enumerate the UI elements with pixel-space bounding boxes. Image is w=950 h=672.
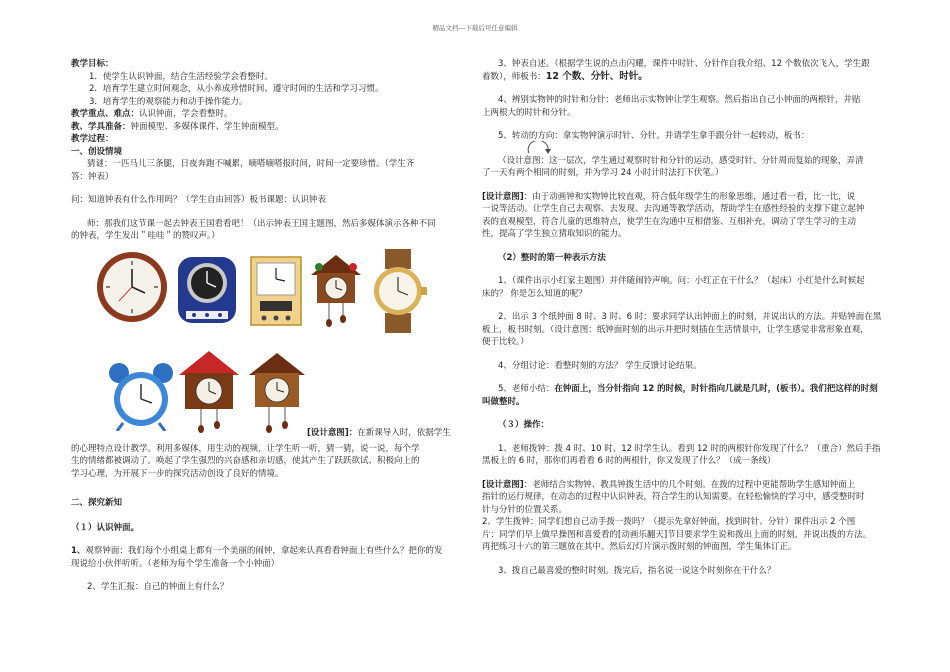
goals-title: 教学目标：: [71, 59, 114, 69]
goal-item-3: 3．培育学生的观察能力和动手操作能力。: [89, 96, 248, 107]
s3-p2-line-2: 片：同学们早上做早操图和喜爱看的[动画乐翻天]节目要求学生说和拨出上面的时刻，并说出拨的方法。: [482, 529, 872, 540]
s2-p1-line-2: 床的？ 你是怎么知道的呢？: [482, 288, 587, 299]
tools-label: 教、学具准备：: [71, 121, 131, 132]
riddle-line-1: 猜谜：一匹马儿三条腿，日夜奔跑不喊累，嘀嗒嘀嗒报时间，时间一定要珍惜。（学生齐: [87, 159, 415, 169]
p3-line-2: [482, 71, 900, 84]
report-line: 2、学生汇报：自己的钟面上有什么？: [87, 582, 229, 592]
blue-desk-clock-image: [174, 249, 240, 331]
design3-line-2: 指针的运行规律，在动态的过程中认识钟表，符合学生的认知需要。在轻松愉快的学习中，感受整时时: [482, 492, 865, 502]
frame-clock-image: [248, 255, 304, 329]
design3-text-1: ：老师结合实物钟、教具钟拨生活中的几个时刻。在拨的过程中更能帮助学生感知钟面上: [523, 479, 856, 490]
design2-line-4: 性，提高了学生独立猜取知识的能力。: [482, 229, 627, 239]
subsection2-title: （2）整时的第一种表示方法: [498, 252, 606, 263]
design3-label: [设计意图]: [482, 479, 524, 490]
design2-line-3: 表的直观模型，符合儿童的思维特点，使学生在沟通中互相借鉴、互相补充，调动了学生学习的主动: [482, 216, 857, 227]
design-note-line-3: 生的情绪都被调动了。唤起了学生强烈的兴奋感和亲切感，使其产生了跃跃欲试、积极向上的: [71, 456, 420, 466]
section2-title: 二、探究新知: [71, 498, 123, 508]
observe-text-1: 观察钟面：我们每个小组桌上都有一个美丽的闹钟，拿起来认真看看钟面上有些什么？把你的发: [85, 546, 443, 556]
subsection3-title: （３）操作：: [498, 420, 550, 430]
wristwatch-image: [371, 249, 443, 333]
observe-line-1: [71, 545, 471, 558]
s3-p2-line-3: 再把练习十六的第三题放在其中。然后幻灯片演示拨时刻的钟面图，学生集体订正。: [482, 542, 797, 552]
design-note-line-4: 学习心理，为开展下一步的探究活动创设了良好的情境。: [71, 468, 284, 479]
cuckoo-clock-image: [309, 253, 363, 327]
design-note-text-1: 在新课导入时，依据学生: [357, 427, 451, 438]
p3-board-text: 12 个数、分针、时针。: [545, 70, 648, 82]
rotation-arrow-icon: [526, 141, 552, 157]
s3-p2-line-1: 2、学生拨钟：同学们想自己动手拨一拨吗？（提示先拿好钟面，找到时针、分针）课件出示 2 个图: [482, 517, 856, 527]
observe-number: 1、: [71, 546, 86, 556]
riddle-line-2: 答：钟表）: [71, 171, 114, 182]
s3-p1-line-2: 黑板上的 6 时，那你们再看看 6 时的两根针，你又发现了什么？（成一条线）: [482, 456, 776, 466]
subsection1-title: （１）认识钟面。: [71, 522, 140, 533]
s2-p5-summary-2: 叫做整时。: [482, 396, 525, 407]
s2-p5-line-1: [482, 383, 900, 396]
goal-item-1: 1．使学生认识钟面，结合生活经验学会看整时。: [89, 71, 273, 82]
s3-p3-line: 3、拨自己最喜爱的整时时刻。拨完后，指名说一说这个时刻你在干什么？: [498, 565, 776, 576]
s3-p1-line-1: 1、老师拨钟：拨 4 时、10 时、12 时学生认。看到 12 时的两根针你发现了什么？（重合）然后手指: [498, 443, 881, 454]
design-note-label: [设计意图]：: [307, 427, 358, 438]
clock-photos: [71, 249, 471, 439]
key-points-label: 教学重点、难点：: [71, 109, 140, 119]
brown-cuckoo-clock-image: [247, 351, 307, 437]
alarm-clock-image: [105, 361, 177, 431]
tools-text: 钟面模型、多媒体课件、学生钟面模型。: [130, 121, 284, 132]
s2-p4-line: 4、分组讨论：看整时刻的方法？ 学生反馈讨论结果。: [498, 360, 702, 371]
s2-p1-line-1: 1、（课件出示小红家主题图）并伴随闹铃声响。问：小红正在干什么？（起床）小红是什么时候起: [498, 276, 865, 286]
design3-line-3: 针与分针的位置关系。: [482, 504, 568, 515]
left-column: [71, 58, 471, 594]
design2-text-1: ：由于动画钟和实物钟比较直观，符合低年级学生的形象思维，通过看一看，比一比，说: [523, 191, 856, 202]
red-cuckoo-clock-image: [177, 349, 241, 435]
tools: [71, 121, 471, 134]
s2-p5-prefix: 5、老师小结：: [498, 384, 555, 394]
p5-note-line-1: （设计意图：这一层次，学生通过观察时针和分针的运动，感受时针、分针周而复始的现象，弄清: [498, 155, 864, 166]
process-title: 教学过程：: [71, 134, 114, 144]
s2-p2-line-3: 便于比较。）: [482, 337, 529, 347]
p4-line-2: 上两根大的时针和分针。: [482, 107, 576, 118]
p5-line: 5、转动的方向：拿实物钟演示时针、分针。并请学生拿手跟分针一起转动，板书：: [498, 131, 810, 141]
design2-line-2: 一说等活动。让学生自己去观察、去发现、去沟通等教学活动，帮助学生在感性经验的支撑下建立起钟: [482, 204, 865, 214]
design-note-line-2: 的心理特点设计教学。利用多媒体，用生动的视频，让学生听一听，猜一猜，说一说，每个学: [71, 443, 420, 454]
design-note-first-line: [307, 427, 477, 440]
design2-label: [设计意图]: [482, 191, 524, 202]
wall-clock-image: [95, 249, 169, 331]
p3-line-2-text: 着数），师板书：: [482, 71, 546, 82]
design3-line-1: [482, 479, 900, 492]
observe-line-2: 现说给小伙伴听听。（老师为每个学生准备一个小钟面）: [71, 558, 280, 569]
goal-item-2: 2．培育学生建立时间观念，从小养成珍惜时间、遵守时间的生活和学习习惯。: [89, 84, 384, 94]
page-header-watermark: 精品文档---下载后可任意编辑: [432, 24, 518, 32]
key-points: [71, 108, 471, 121]
teacher-line-1: 师：那我们这节课一起去钟表王国看看吧！（出示钟表王国主题图，然后多媒体演示各种不同: [87, 218, 436, 229]
p5-note-line-2: 了一天有两个相同的时刻，并为学习 24 小时计时法打下伏笔。）: [482, 168, 724, 178]
key-points-text: 认识钟面，学会看整时。: [139, 109, 233, 119]
p4-line-1: 4、辨别实物钟的时针和分针：老师出示实物钟让学生观察。然后指出自己小钟面的两根针，并贴: [498, 95, 861, 105]
design2-line-1: [482, 191, 900, 204]
section1-title: 一、创设情境: [71, 146, 123, 157]
s2-p2-line-1: 2、出示 3 个纸钟面 8 时、3 时、6 时：要求同学认出钟面上的时刻，并说出认的方法。并贴钟面在黑: [498, 312, 882, 322]
s2-p2-line-2: 板上，板书时刻。（设计意图：纸钟面时刻的出示并把时刻插在生活情景中，让学生感觉非常形象直观，: [482, 324, 869, 335]
teacher-line-2: 的钟表，学生发出＂哇哇＂的赞叹声。）: [71, 231, 220, 241]
s2-p5-summary-1: 在钟面上，当分针指向 12 的时候，时针指向几就是几时，(板书）。我们把这样的时刻: [554, 384, 878, 394]
right-column: [482, 58, 900, 577]
question-line: 问：知道钟表有什么作用吗？（学生自由回答）板书课题：认识钟表: [71, 195, 327, 205]
p3-line-1: 3、钟表自述。（根据学生说的点击闪耀，课件中时针、分针作自我介绍、12 个数依次飞入，学生跟: [498, 59, 870, 69]
